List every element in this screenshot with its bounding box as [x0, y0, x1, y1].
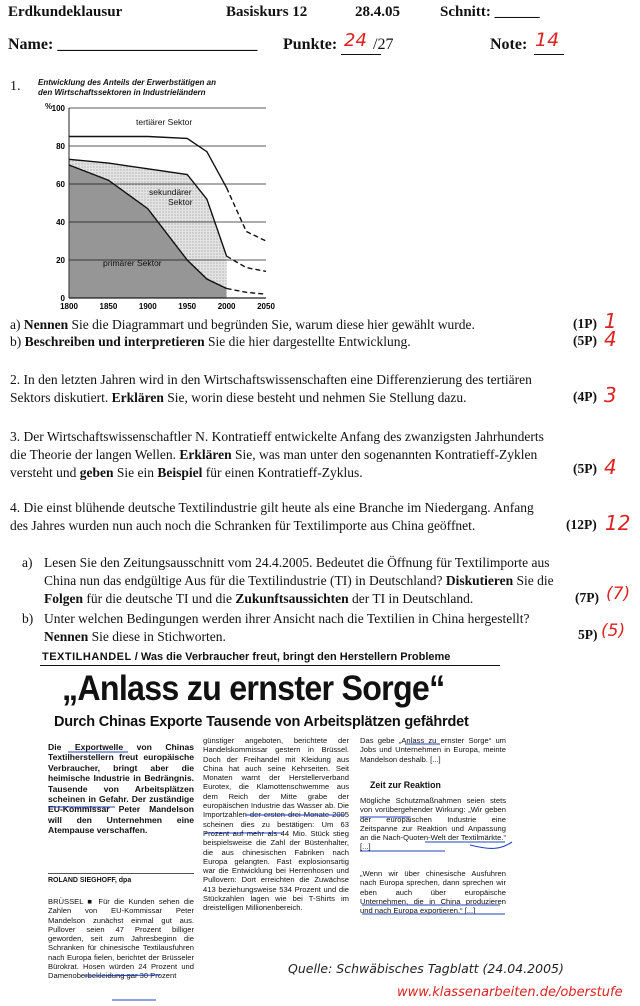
- points-max: /27: [373, 36, 394, 53]
- q4a-points: (7P): [575, 590, 599, 605]
- q2-text: 2. In den letzten Jahren wird in den Wirtschaftswissenschaften eine Differenzierung des tertiären Sektors diskutiert. Erklären Sie, worin diese besteht und nehmen Sie Stellung dazu.: [10, 372, 532, 405]
- q4b-points: 5P): [578, 627, 598, 642]
- article-subheadline: Durch Chinas Exporte Tausende von Arbeitsplätzen gefährdet: [54, 714, 469, 730]
- x-tick-label: 2050: [257, 302, 275, 310]
- q4b-prefix: b): [22, 611, 34, 626]
- article-col3-subhead: Zeit zur Reaktion: [370, 780, 441, 790]
- label-secondary: sekundärer Sektor: [149, 187, 193, 207]
- article-headline: „Anlass zu ernster Sorge“: [62, 669, 445, 708]
- name-field: Name: _________________________: [8, 36, 258, 53]
- article-col2: günstiger angeboten, berichtete der Handelskommissar gestern in Brüssel. Doch der Freihandel mit Kleidung aus China hat auch seine Kehrseiten. Seit Monaten warnt der Herstellerverband Eurotex, die Klamottenschwemme aus dem Reich der Mitte grabe der europäischen Industrie das Wasser ab. Die Importzahlen der ersten drei Monate 2005 scheinen dies zu bestätigen: Um 63 Prozent auf mehr als 44 Mio. Stück stieg beispielsweise die Zahl der Büstenhalter, die aus chinesischen Fabriken nach Europa gelangten. Fast explosionsartig war die Entwicklung bei Herrenhosen und Pullovern: Dort erreichten die Zuwächse 413 beziehungsweise 534 Prozent und die Stückzahlen lagen wie bei T-Shirts im dreistelligen Millionenbereich.: [203, 736, 349, 913]
- x-tick-label: 1900: [138, 302, 157, 310]
- y-unit-label: %: [45, 102, 53, 111]
- cut-label: Schnitt: ______: [440, 4, 540, 20]
- exam-title: Erdkundeklausur: [8, 4, 123, 20]
- article-lead: Die Exportwelle von Chinas Textilherstellern freut europäische Verbraucher, bringt aber die heimische Industrie in Bedrängnis. Tausende von Arbeitsplätzen scheinen in Gefahr. Der zuständige EU-Kommissar Peter Mandelson will den Unternehmen eine Atempause verschaffen.: [48, 742, 194, 836]
- article-col3-top: Das gebe „Anlass zu ernster Sorge“ um Jobs und Unternehmen in Europa, meinte Mandelson deshalb. [...]: [360, 736, 506, 764]
- grade-label: Note:: [490, 36, 528, 53]
- y-tick-label: 20: [56, 256, 65, 265]
- y-tick-label: 0: [60, 294, 65, 303]
- q4a-prefix: a): [22, 555, 33, 570]
- label-primary: primärer Sektor: [103, 258, 162, 268]
- article-col3-bottom: „Wenn wir über chinesische Ausfuhren nach Europa sprechen, dann sprechen wir eben auch über europäische Unternehmen, die in China produzieren und nach Europa exportieren.“ [...]: [360, 869, 506, 916]
- y-tick-label: 100: [51, 104, 65, 113]
- grade-score: 14: [535, 29, 560, 51]
- points-score: 24: [344, 30, 367, 51]
- article-col1: BRÜSSEL ■ Für die Kunden sehen die Zahlen von EU-Kommissar Peter Mandelson zunächst einmal gut aus. Pullover seien 47 Prozent billiger geworden, seit zum Jahresbeginn die Schranken für chinesische Textilausfuhren nach Europa fielen, berichtet der Brüsseler Bürokrat. Hosen würden 24 Prozent und Damenoberbekleidung gar 30 Prozent: [48, 897, 194, 981]
- label-tertiary: tertiärer Sektor: [136, 117, 193, 127]
- exam-date: 28.4.05: [355, 4, 400, 20]
- x-tick-label: 1800: [60, 302, 78, 310]
- q1b-points: (5P): [573, 333, 597, 348]
- x-tick-label: 2000: [217, 302, 236, 310]
- course-label: Basiskurs 12: [226, 4, 308, 20]
- q4b-text: Unter welchen Bedingungen werden ihrer Ansicht nach die Textilien in China hergestellt? Nennen Sie diese in Stichworten.: [44, 611, 530, 644]
- q3-text: 3. Der Wirtschaftswissenschaftler N. Kontratieff entwickelte Anfang des zwanzigsten Jahrhunderts die Theorie der langen Wellen. Erklären Sie, was man unter den sogenannten Kontratieff-Zyklen versteht und geben Sie ein Beispiel für einen Kontratieff-Zyklus.: [10, 429, 544, 480]
- q4-text: 4. Die einst blühende deutsche Textilindustrie gilt heute als eine Branche im Niedergang. Anfang des Jahres wurden nun auch noch die Schranken für Textilimporte aus China geöffnet.: [10, 500, 534, 533]
- article-col3-mid: Mögliche Schutzmaßnahmen seien stets von vorübergehender Wirkung: „Wir geben der europäischen Industrie eine Zeitspanne zur Reaktion und Anpassung an die Nach-Quoten-Welt der Textilmärkte.“ [...]: [360, 796, 506, 852]
- q3-points: (5P): [573, 461, 597, 476]
- q4-points: (12P): [566, 517, 597, 532]
- q2-score: 3: [604, 383, 617, 407]
- q1a-score: 1: [604, 309, 617, 333]
- watermark-url: www.klassenarbeiten.de/oberstufe: [397, 985, 623, 1000]
- q4-score: 12: [605, 511, 631, 535]
- x-tick-label: 1950: [178, 302, 197, 310]
- q1b-text: b) Beschreiben und interpretieren Sie die hier dargestellte Entwicklung.: [10, 334, 411, 349]
- article-author: ROLAND SIEGHOFF, dpa: [48, 877, 132, 884]
- q4a-score: (7): [606, 584, 631, 604]
- q4a-text: Lesen Sie den Zeitungsausschnitt vom 24.4.2005. Bedeutet die Öffnung für Textilimporte aus China nun das endgültige Aus für die Textilindustrie (TI) in Deutschland? Diskutieren Sie die Folgen für die deutsche TI und die Zukunftsaussichten der TI in Deutschland.: [44, 555, 554, 606]
- q1-number: 1.: [10, 79, 21, 94]
- y-tick-label: 60: [56, 180, 65, 189]
- source-handwritten: Quelle: Schwäbisches Tagblatt (24.04.2005): [288, 961, 564, 976]
- y-tick-label: 80: [56, 142, 65, 151]
- article-kicker: TEXTILHANDEL / Was die Verbraucher freut, bringt den Herstellern Probleme: [42, 651, 451, 663]
- q3-score: 4: [604, 455, 617, 479]
- points-label: Punkte:: [283, 36, 338, 53]
- q4b-score: (5): [601, 621, 626, 641]
- chart-title: Entwicklung des Anteils der Erwerbstätigen an den Wirtschaftssektoren in Industrieländern: [38, 78, 216, 97]
- q1b-score: 4: [604, 327, 617, 351]
- q2-points: (4P): [573, 389, 597, 404]
- x-tick-label: 1850: [99, 302, 118, 310]
- q1a-text: a) Nennen Sie die Diagrammart und begründen Sie, warum diese hier gewählt wurde.: [10, 317, 475, 332]
- y-tick-label: 40: [56, 218, 65, 227]
- q1a-points: (1P): [573, 316, 597, 331]
